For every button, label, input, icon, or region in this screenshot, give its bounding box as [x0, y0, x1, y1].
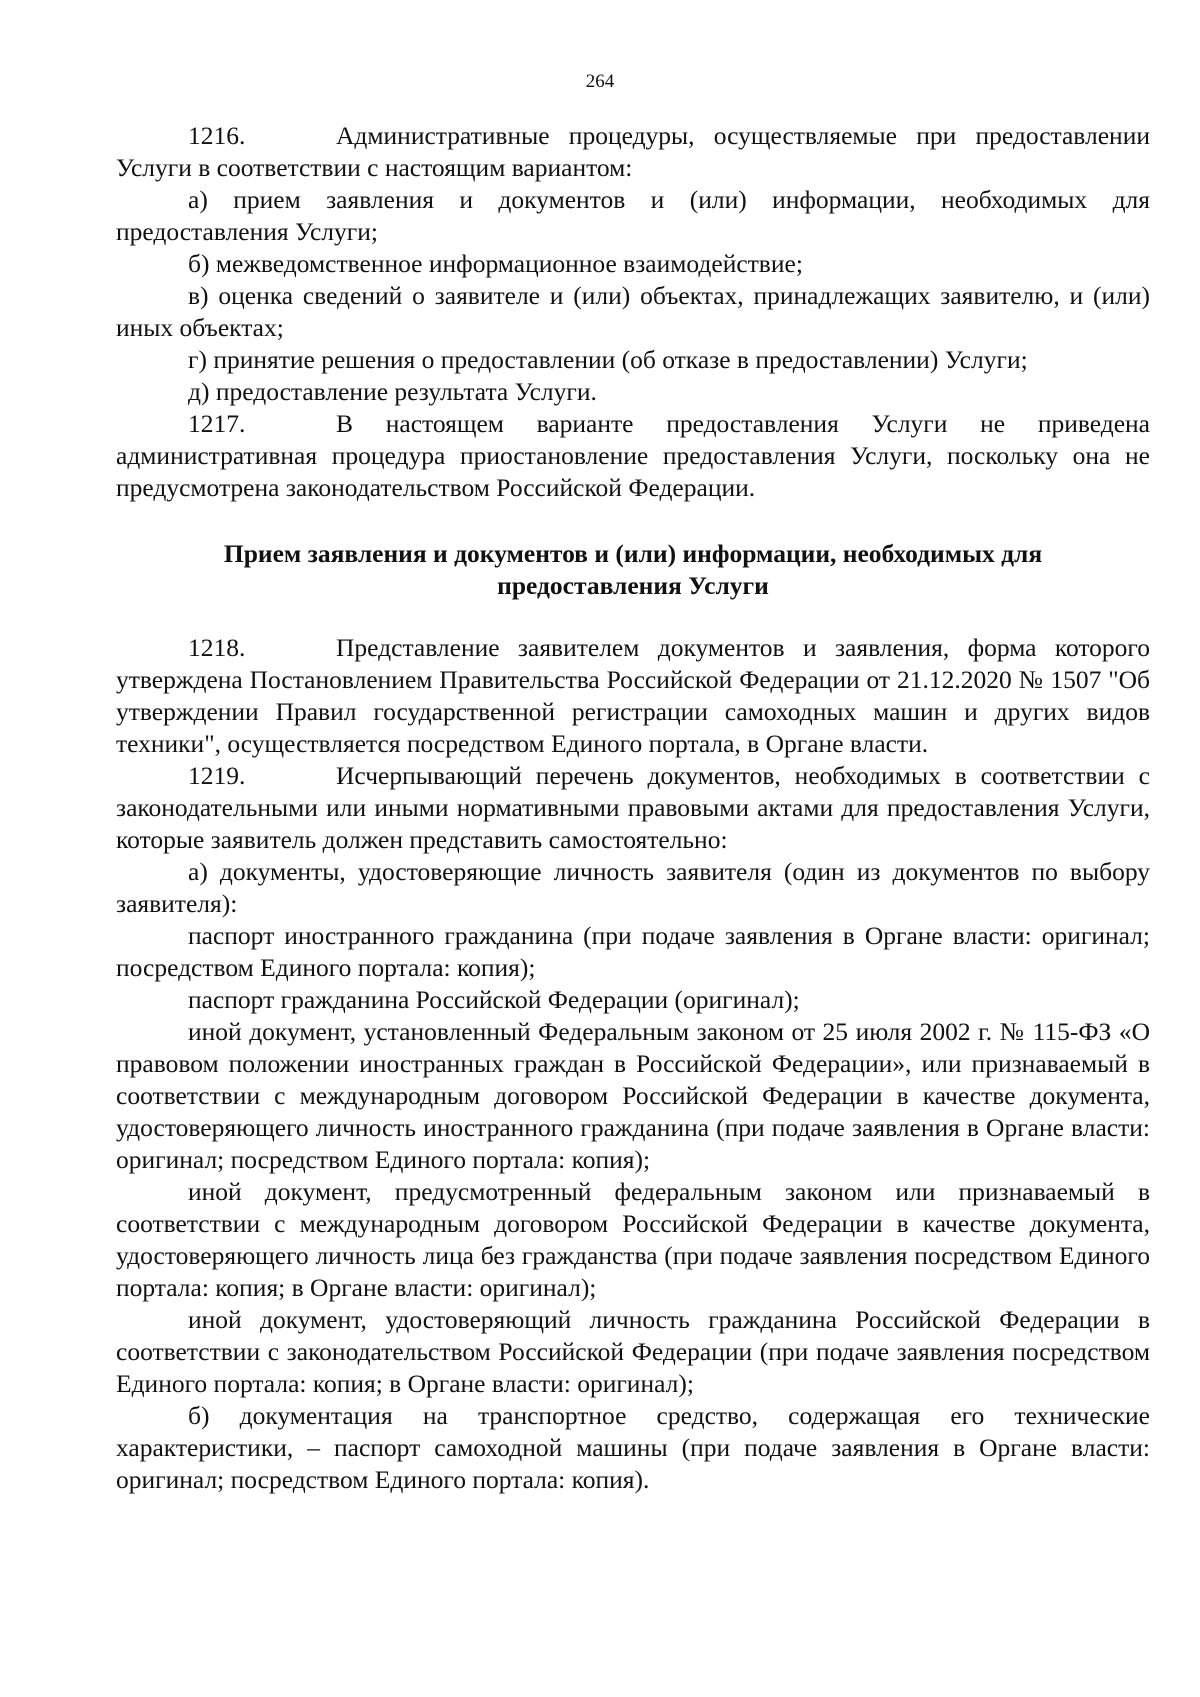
list-item-b-documentation: б) документация на транспортное средство, содержащая его технические характеристики, – паспорт самоходной машины (при подаче заявления в Органе власти: оригинал; посредством Единого портала: копия).	[116, 1401, 1150, 1494]
paragraph-1216	[116, 120, 1150, 184]
list-item-v: в) оценка сведений о заявителе и (или) объектах, принадлежащих заявителю, и (или) иных объектах;	[116, 281, 1150, 342]
document-option: паспорт иностранного гражданина (при подаче заявления в Органе власти: оригинал; посредством Единого портала: копия);	[116, 921, 1150, 982]
document-option: иной документ, удостоверяющий личность гражданина Российской Федерации в соответствии с законодательством Российской Федерации (при подаче заявления посредством Единого портала: копия; в Органе власти: оригинал);	[116, 1305, 1150, 1398]
paragraph-text: Исчерпывающий перечень документов, необходимых в соответствии с законодательными или иными нормативными правовыми актами для предоставления Услуги, которые заявитель должен представить самостоятельно:	[116, 761, 1150, 854]
document-option: паспорт гражданина Российской Федерации (оригинал);	[188, 985, 800, 1014]
document-body	[116, 120, 1150, 1496]
paragraph-1218	[116, 632, 1150, 760]
list-item-g: г) принятие решения о предоставлении (об отказе в предоставлении) Услуги;	[188, 345, 1028, 374]
paragraph-1219	[116, 760, 1150, 856]
list-item-a: а) прием заявления и документов и (или) информации, необходимых для предоставления Услуги;	[116, 185, 1150, 246]
document-option: иной документ, установленный Федеральным законом от 25 июля 2002 г. № 115-ФЗ «О правовом положении иностранных граждан в Российской Федерации», или признаваемый в соответствии с международным договором Российской Федерации в качестве документа, удостоверяющего личность иностранного гражданина (при подаче заявления в Органе власти: оригинал; посредством Единого портала: копия);	[116, 1017, 1150, 1174]
list-item-a-documents: а) документы, удостоверяющие личность заявителя (один из документов по выбору заявителя):	[116, 857, 1150, 918]
list-item-d: д) предоставление результата Услуги.	[188, 377, 597, 406]
paragraph-text: Представление заявителем документов и заявления, форма которого утверждена Постановлением Правительства Российской Федерации от 21.12.2020 № 1507 "Об утверждении Правил государственной регистрации самоходных машин и других видов техники", осуществляется посредством Единого портала, в Органе власти.	[116, 633, 1150, 758]
paragraph-text: Административные процедуры, осуществляемые при предоставлении Услуги в соответствии с настоящим вариантом:	[116, 121, 1150, 182]
page-number: 264	[585, 71, 615, 92]
document-option: иной документ, предусмотренный федеральным законом или признаваемый в соответствии с международным договором Российской Федерации в качестве документа, удостоверяющего личность лица без гражданства (при подаче заявления посредством Единого портала: копия; в Органе власти: оригинал);	[116, 1177, 1150, 1302]
section-heading: Прием заявления и документов и (или) информации, необходимых для предоставления Услуги	[223, 539, 1043, 600]
paragraph-number: 1216.	[188, 121, 246, 150]
paragraph-number: 1217.	[188, 409, 246, 438]
list-item-b: б) межведомственное информационное взаимодействие;	[188, 249, 803, 278]
paragraph-1217	[116, 408, 1150, 504]
paragraph-number: 1219.	[188, 761, 246, 790]
paragraph-number: 1218.	[188, 633, 246, 662]
paragraph-text: В настоящем варианте предоставления Услуги не приведена административная процедура приостановление предоставления Услуги, поскольку она не предусмотрена законодательством Российской Федерации.	[116, 409, 1150, 502]
